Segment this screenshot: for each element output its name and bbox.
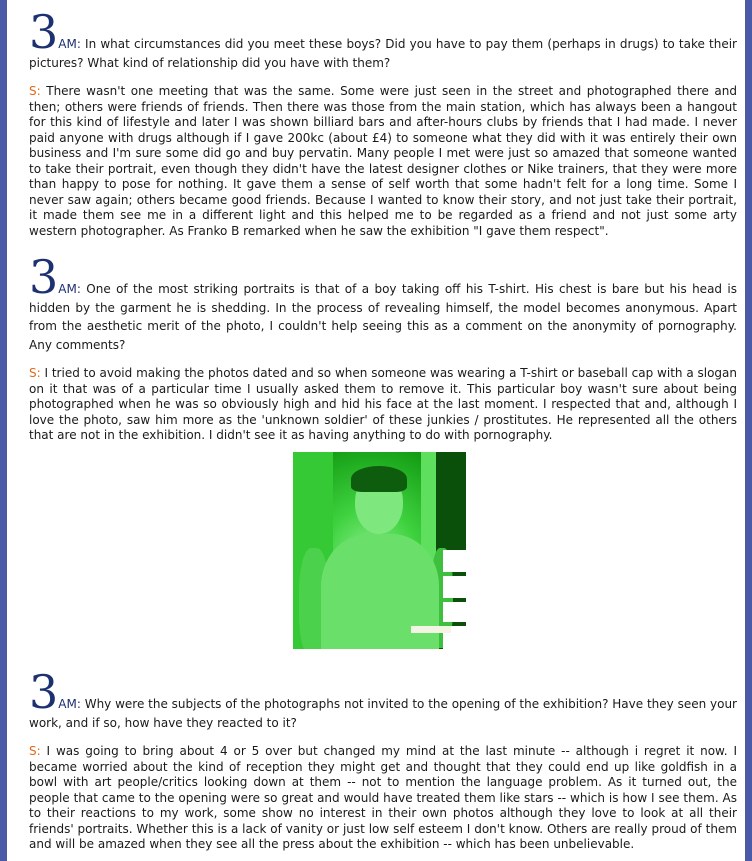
answer-2 (29, 366, 737, 444)
article-page (7, 0, 745, 861)
question-1 (29, 5, 737, 72)
interviewer-label: AM: (58, 697, 81, 711)
question-3 (29, 665, 737, 732)
portrait-photo (293, 452, 466, 649)
answer-1 (29, 84, 737, 239)
interviewer-label: AM: (58, 282, 81, 296)
interview-block-1 (29, 5, 737, 239)
question-text: Why were the subjects of the photographs not invited to the opening of the exhibition? Have they seen your work, and if so, how have they reacted to it? (29, 697, 737, 730)
answer-text: I tried to avoid making the photos dated and so when someone was wearing a T-shirt or baseball cap with a slogan on it that was of a particular time I usually asked them to remove it. This particular boy wasn't sure about being photographed when he was so obviously high and hid his face at the last moment. I respected that and, although I love the photo, saw him more as the 'unknown soldier' of these junkies / prostitutes. He represented all the others that are not in the exhibition. I didn't see it as having anything to do with pornography. (29, 366, 737, 442)
answer-3 (29, 744, 737, 853)
interviewer-initial: 3 (29, 5, 59, 59)
interview-block-3 (29, 665, 737, 853)
question-text: One of the most striking portraits is that of a boy taking off his T-shirt. His chest is bare but his head is hidden by the garment he is shedding. In the process of revealing himself, the model becomes anonymous. Apart from the aesthetic merit of the photo, I couldn't help seeing this as a comment on the anonymity of pornography. Any comments? (29, 282, 737, 352)
question-text: In what circumstances did you meet these boys? Did you have to pay them (perhaps in drugs) to take their pictures? What kind of relationship did you have with them? (29, 37, 737, 70)
interview-block-2 (29, 250, 737, 444)
answer-label: S: (29, 366, 41, 380)
answer-label: S: (29, 744, 41, 758)
interviewer-label: AM: (58, 37, 81, 51)
interviewer-initial: 3 (29, 250, 59, 304)
answer-text: I was going to bring about 4 or 5 over but changed my mind at the last minute -- although i regret it now. I became worried about the kind of reception they might get and thought that they could end up like goldfish in a bowl with art people/critics looking down at them -- not to mention the language problem. As it turned out, the people that came to the opening were so great and would have treated them like stars -- which is how I see them. As to their reactions to my work, some show no interest in their own photos although they love to look at all their friends' portraits. Whether this is a lack of vanity or just low self esteem I don't know. Others are really proud of them and will be amazed when they see all the press about the exhibition -- which has been unbelievable. (29, 744, 737, 851)
answer-label: S: (29, 84, 41, 98)
interviewer-initial: 3 (29, 665, 59, 719)
question-2 (29, 250, 737, 354)
answer-text: There wasn't one meeting that was the same. Some were just seen in the street and photographed there and then; others were friends of friends. Then there was those from the main station, which has always been a hangout for this kind of lifestyle and later I was shown billiard bars and after-hours clubs by friends that I had made. I never paid anyone with drugs although if I gave 200kc (about £4) to someone what they did with it was entirely their own business and I'm sure some did go and buy pervatin. Many people I met were just so amazed that someone wanted to take their portrait, even though they didn't have the latest designer clothes or Nike trainers, that they were more than happy to pose for nothing. It gave them a sense of self worth that some hadn't felt for a long time. Some I never saw again; others became good friends. Because I wanted to know their story, and not just take their portrait, it made them see me in a different light and this helped me to be regarded as a friend and not just some arty western photographer. As Franko B remarked when he saw the exhibition "I gave them respect". (29, 84, 737, 238)
